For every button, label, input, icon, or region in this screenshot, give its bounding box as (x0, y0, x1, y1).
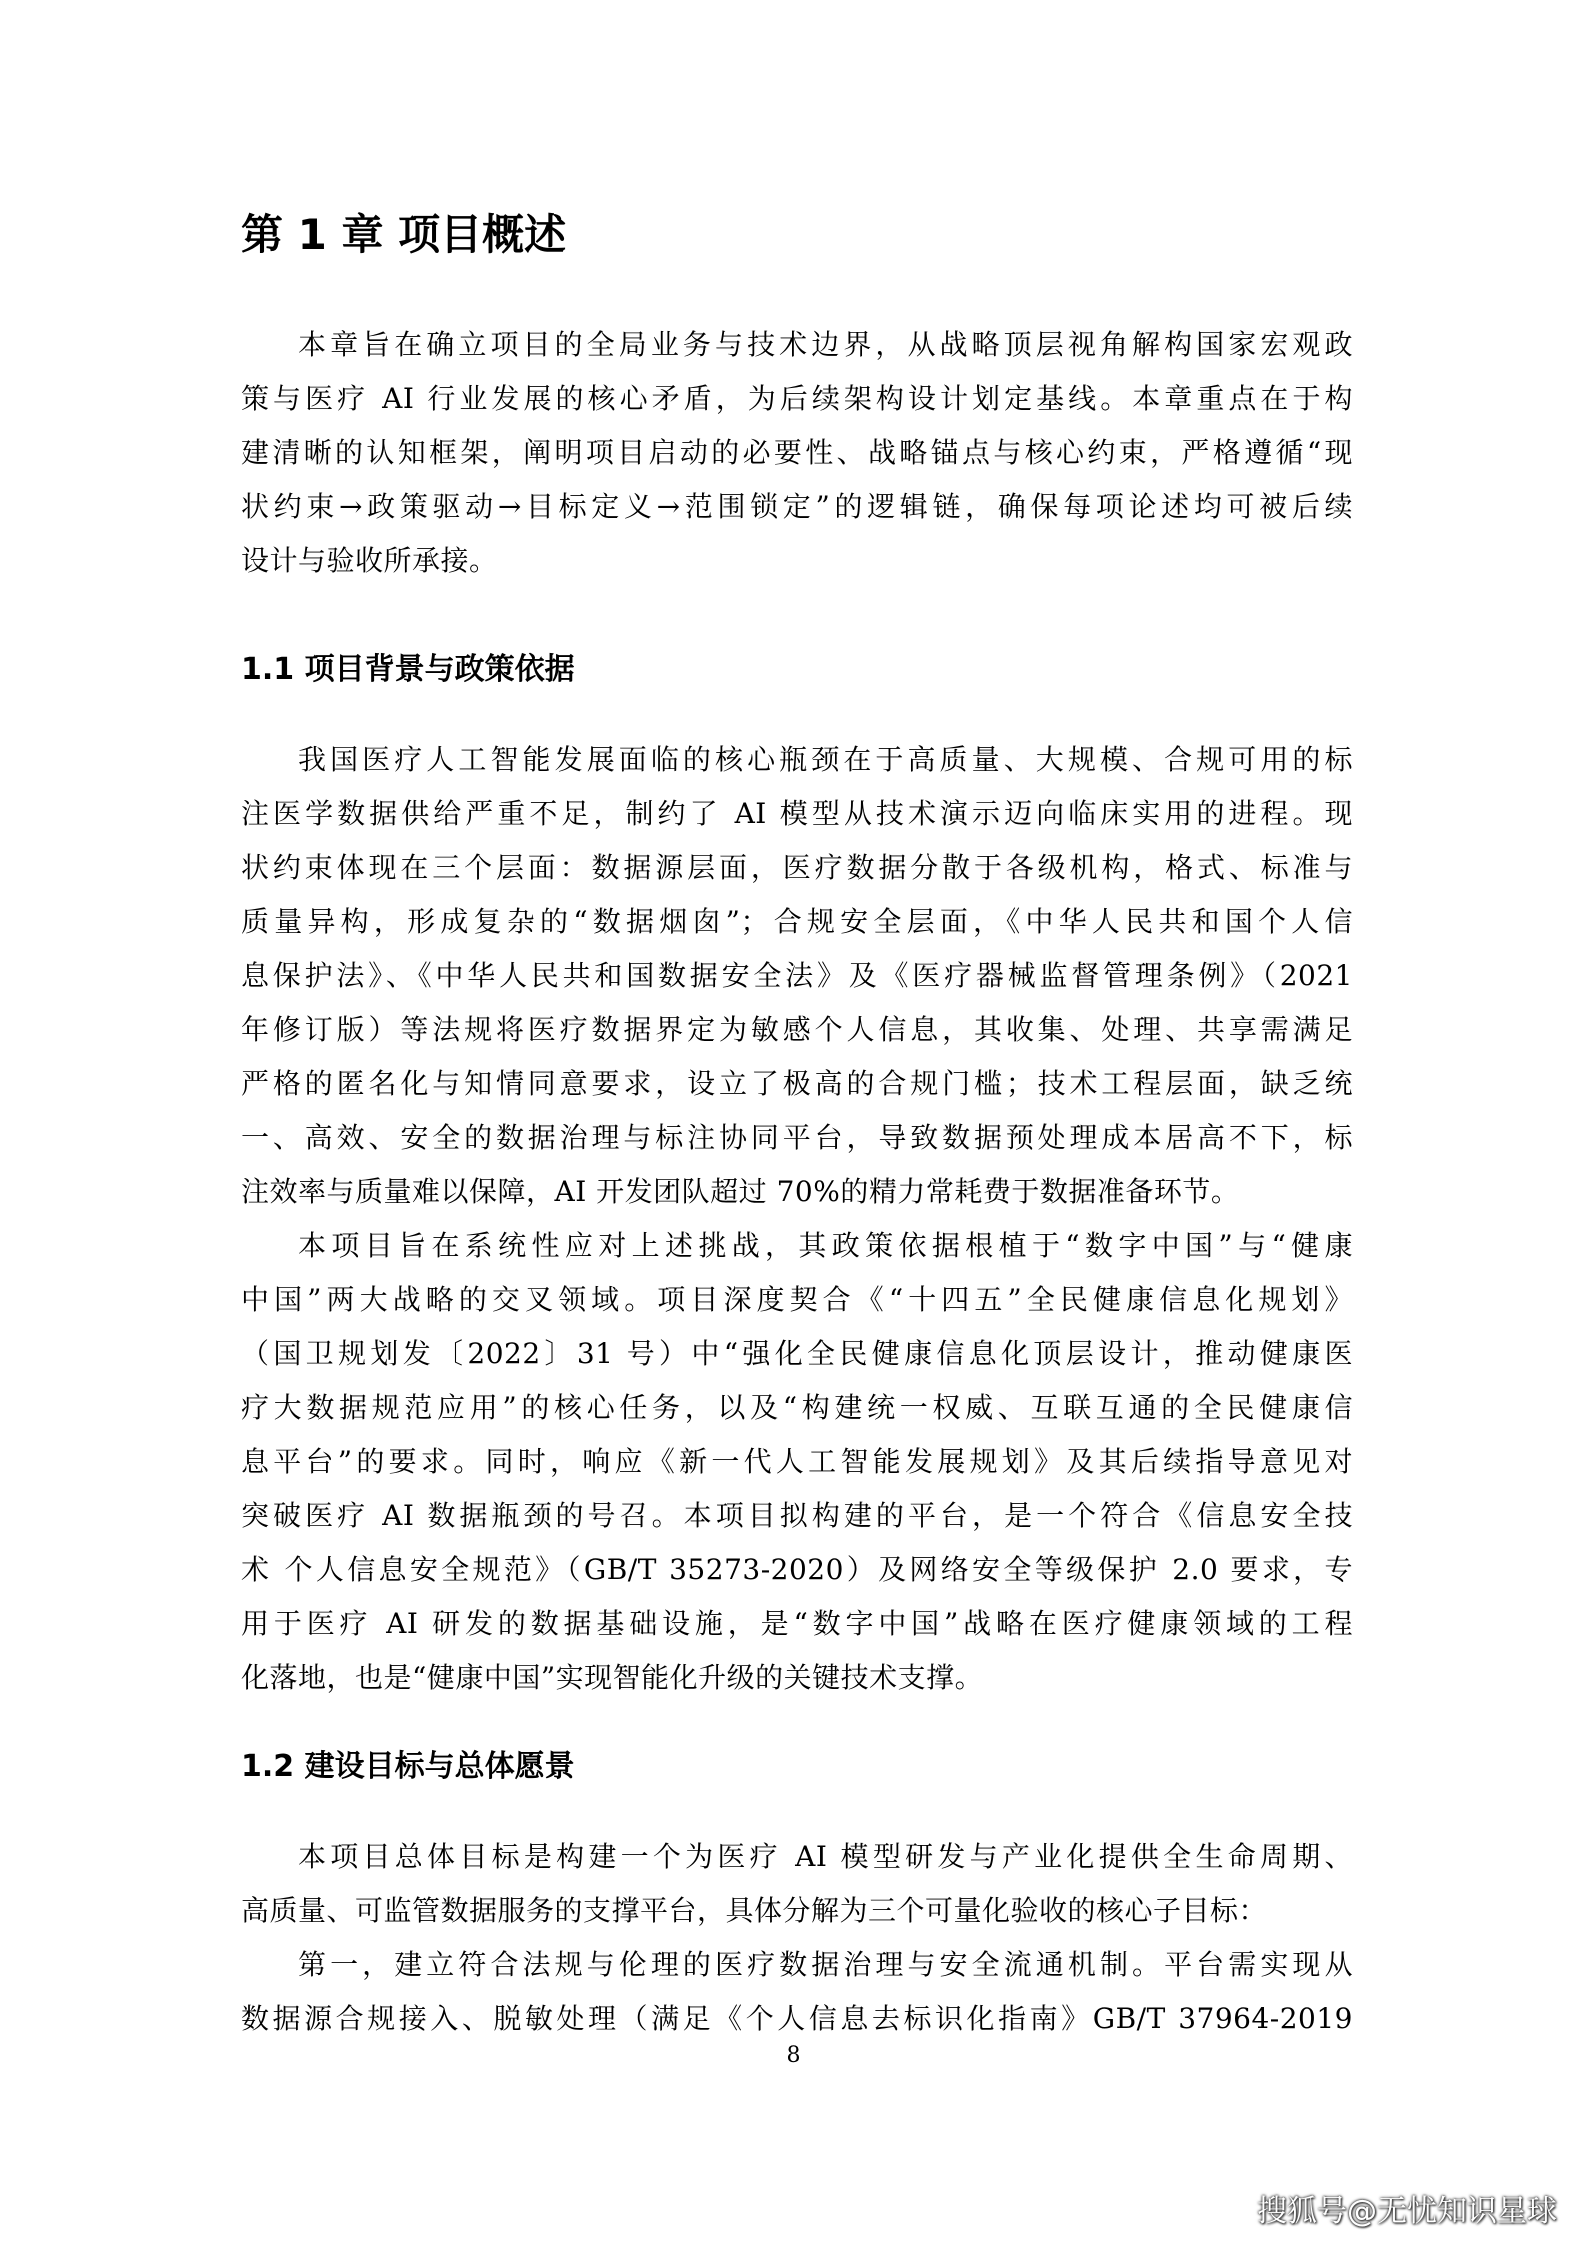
text-line: 中国”两大战略的交叉领域。项目深度契合《“十四五”全民健康信息化规划》 (241, 1283, 1353, 1316)
chapter-title: 第 1 章 项目概述 (241, 210, 567, 259)
text-line: 息保护法》、《中华人民共和国数据安全法》及《医疗器械监督管理条例》（2021 (241, 959, 1353, 992)
text-line: 注效率与质量难以保障，AI 开发团队超过 70%的精力常耗费于数据准备环节。 (241, 1175, 1240, 1208)
intro-paragraph (241, 318, 1353, 588)
text-line: 突破医疗 AI 数据瓶颈的号召。本项目拟构建的平台，是一个符合《信息安全技 (241, 1499, 1353, 1532)
text-line: 策与医疗 AI 行业发展的核心矛盾，为后续架构设计划定基线。本章重点在于构 (241, 382, 1353, 415)
text-line: 用于医疗 AI 研发的数据基础设施，是“数字中国”战略在医疗健康领域的工程 (241, 1607, 1353, 1640)
text-line: （国卫规划发〔2022〕31 号）中“强化全民健康信息化顶层设计，推动健康医 (241, 1337, 1353, 1370)
section-1-1-paragraph-1 (241, 733, 1353, 1219)
text-line: 质量异构，形成复杂的“数据烟囱”；合规安全层面，《中华人民共和国个人信 (241, 905, 1353, 938)
text-line: 第一，建立符合法规与伦理的医疗数据治理与安全流通机制。平台需实现从 (298, 1948, 1353, 1981)
text-line: 状约束体现在三个层面：数据源层面，医疗数据分散于各级机构，格式、标准与 (241, 851, 1353, 884)
section-heading-1-1: 1.1 项目背景与政策依据 (241, 652, 575, 687)
text-line: 注医学数据供给严重不足，制约了 AI 模型从技术演示迈向临床实用的进程。现 (241, 797, 1353, 830)
text-line: 状约束→政策驱动→目标定义→范围锁定”的逻辑链，确保每项论述均可被后续 (241, 490, 1353, 523)
watermark: 搜狐号@无忧知识星球 (1257, 2194, 1557, 2229)
section-1-2-paragraph-1 (241, 1830, 1353, 1938)
text-line: 设计与验收所承接。 (241, 544, 498, 577)
text-line: 本项目旨在系统性应对上述挑战，其政策依据根植于“数字中国”与“健康 (298, 1229, 1353, 1262)
page-number: 8 (786, 2043, 801, 2068)
section-1-2-paragraph-2 (241, 1938, 1353, 2046)
text-line: 息平台”的要求。同时，响应《新一代人工智能发展规划》及其后续指导意见对 (241, 1445, 1353, 1478)
text-line: 本项目总体目标是构建一个为医疗 AI 模型研发与产业化提供全生命周期、 (298, 1840, 1353, 1873)
text-line: 高质量、可监管数据服务的支撑平台，具体分解为三个可量化验收的核心子目标： (241, 1894, 1268, 1927)
section-heading-1-2: 1.2 建设目标与总体愿景 (241, 1749, 575, 1784)
text-line: 本章旨在确立项目的全局业务与技术边界，从战略顶层视角解构国家宏观政 (298, 328, 1353, 361)
text-line: 严格的匿名化与知情同意要求，设立了极高的合规门槛；技术工程层面，缺乏统 (241, 1067, 1353, 1100)
text-line: 数据源合规接入、脱敏处理（满足《个人信息去标识化指南》GB/T 37964-2019 (241, 2002, 1353, 2035)
text-line: 我国医疗人工智能发展面临的核心瓶颈在于高质量、大规模、合规可用的标 (298, 743, 1353, 776)
text-line: 年修订版）等法规将医疗数据界定为敏感个人信息，其收集、处理、共享需满足 (241, 1013, 1353, 1046)
text-line: 一、高效、安全的数据治理与标注协同平台，导致数据预处理成本居高不下，标 (241, 1121, 1353, 1154)
text-line: 化落地，也是“健康中国”实现智能化升级的关键技术支撑。 (241, 1661, 984, 1694)
text-line: 术 个人信息安全规范》（GB/T 35273-2020）及网络安全等级保护 2.0 要求，专 (241, 1553, 1353, 1586)
text-line: 建清晰的认知框架，阐明项目启动的必要性、战略锚点与核心约束，严格遵循“现 (241, 436, 1353, 469)
text-line: 疗大数据规范应用”的核心任务，以及“构建统一权威、互联互通的全民健康信 (241, 1391, 1353, 1424)
section-1-1-paragraph-2 (241, 1219, 1353, 1705)
